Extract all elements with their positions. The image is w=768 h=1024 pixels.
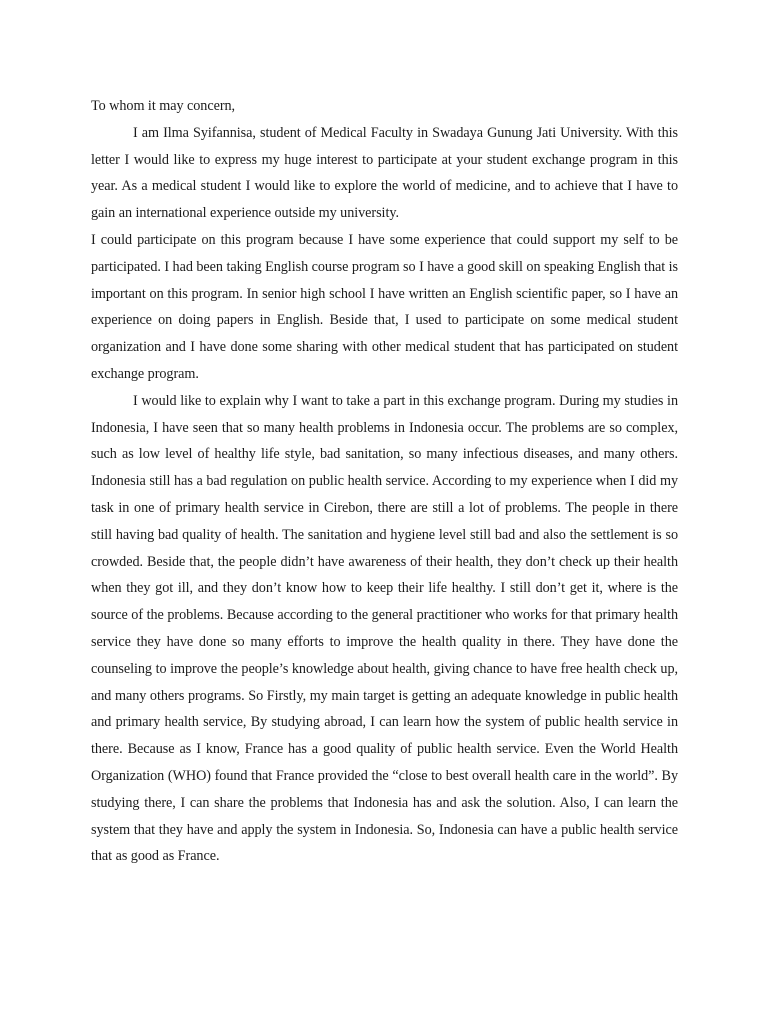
salutation: To whom it may concern, [91,98,236,114]
paragraph-introduction: I am Ilma Syifannisa, student of Medical Faculty in Swadaya Gunung Jati University. With this letter I would like to express my huge interest to participate at your student exchange program in this year. As a medical student I would like to explore the world of medicine, and to achieve that I have to gain an international experience outside my university. [91,124,678,222]
paragraph-motivation: I would like to explain why I want to take a part in this exchange program. During my studies in Indonesia, I have seen that so many health problems in Indonesia occur. The problems are so complex, such as low level of healthy life style, bad sanitation, so many infectious diseases, and many others. Indonesia still has a bad regulation on public health service. According to my experience when I did my task in one of primary health service in Cirebon, there are still a lot of problems. The people in there still having bad quality of health. The sanitation and hygiene level still bad and also the settlement is so crowded. Beside that, the people didn’t have awareness of their health, they don’t check up their health when they got ill, and they don’t know how to keep their life healthy. I still don’t get it, where is the source of the problems. Because according to the general practitioner who works for that primary health service they have done so many efforts to improve the health quality in there. They have done the counseling to improve the people’s knowledge about health, giving chance to have free health check up, and many others programs. So Firstly, my main target is getting an adequate knowledge in public health and primary health service, By studying abroad, I can learn how the system of public health service in there. Because as I know, France has a good quality of public health service. Even the World Health Organization (WHO) found that France provided the “close to best overall health care in the world”. By studying there, I can share the problems that Indonesia has and ask the solution. Also, I can learn the system that they have and apply the system in Indonesia. So, Indonesia can have a public health service that as good as France. [91,392,678,865]
paragraph-qualifications: I could participate on this program because I have some experience that could support my self to be participated. I had been taking English course program so I have a good skill on speaking English that is important on this program. In senior high school I have written an English scientific paper, so I have an experience on doing papers in English. Beside that, I used to participate on some medical student organization and I have done some sharing with other medical student that has participated on student exchange program. [91,231,678,382]
letter-body [91,93,678,870]
